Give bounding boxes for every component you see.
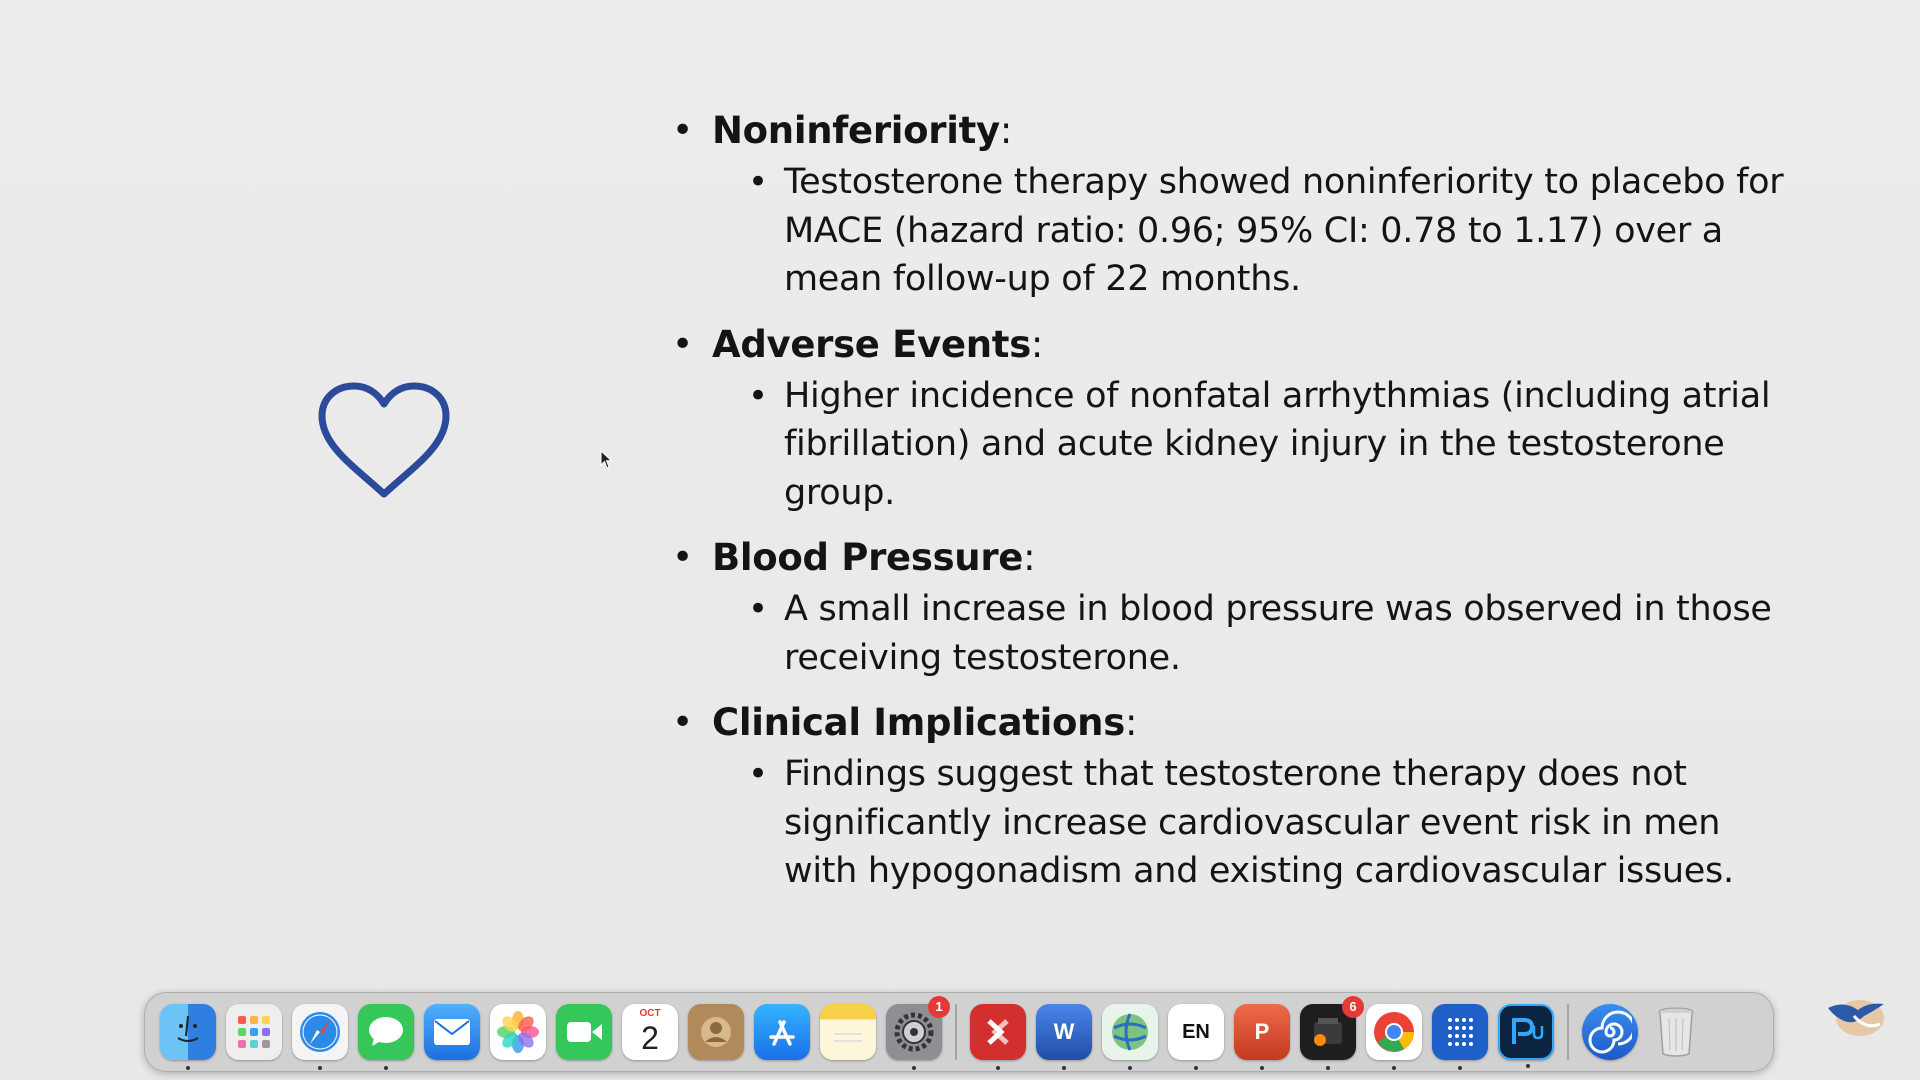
bullet-list	[672, 104, 1792, 896]
word-label: W	[1053, 1019, 1075, 1044]
slide-content	[672, 104, 1792, 910]
system-settings-icon[interactable]	[886, 999, 943, 1060]
dock-separator	[1567, 1004, 1569, 1060]
section-heading: • Noninferiority:	[712, 109, 1012, 152]
dotted-app-icon[interactable]	[1432, 1004, 1488, 1060]
keyboard-language-icon[interactable]	[1168, 1004, 1224, 1060]
app-badge: 6	[1342, 996, 1364, 1018]
bullet-section-noninferiority	[672, 104, 1792, 304]
heart-icon	[316, 382, 452, 502]
finder-icon[interactable]	[160, 1004, 216, 1060]
section-heading: • Adverse Events:	[712, 322, 1044, 366]
mouse-pointer-icon	[600, 450, 614, 470]
section-heading: • Blood Pressure:	[712, 536, 1036, 579]
globe-app-icon[interactable]	[1102, 1004, 1158, 1060]
sub-bullet: • Findings suggest that testosterone therapy does not significantly increase cardiovascular event risk in men with hypogonadism and existing cardiovascular issues.	[784, 750, 1792, 896]
calendar-month: OCT	[639, 1008, 661, 1019]
app-store-icon[interactable]	[754, 1004, 810, 1060]
mail-icon[interactable]	[424, 1004, 480, 1060]
dock	[144, 992, 1774, 1072]
settings-badge: 1	[928, 996, 950, 1018]
photos-icon[interactable]	[490, 1004, 546, 1060]
photoshop-icon[interactable]	[1498, 1004, 1554, 1060]
notes-icon[interactable]	[820, 1004, 876, 1060]
calendar-day: 2	[641, 1020, 659, 1056]
remote-desktop-icon[interactable]	[970, 1004, 1026, 1060]
spiral-app-icon[interactable]	[1582, 1004, 1638, 1060]
bullet-section-blood-pressure	[672, 531, 1792, 682]
calendar-icon[interactable]	[622, 1004, 678, 1060]
launchpad-icon[interactable]	[226, 1004, 282, 1060]
app-with-badge-icon[interactable]	[1300, 999, 1357, 1060]
safari-icon[interactable]	[292, 1004, 348, 1060]
messages-icon[interactable]	[358, 1004, 414, 1060]
word-icon[interactable]	[1036, 1004, 1092, 1060]
keyboard-language-label: EN	[1182, 1020, 1210, 1043]
powerpoint-label: P	[1254, 1019, 1270, 1044]
bullet-section-clinical-implications	[672, 696, 1792, 896]
trash-icon[interactable]	[1648, 1004, 1704, 1060]
sub-bullet: • Higher incidence of nonfatal arrhythmias (including atrial fibrillation) and acute kidney injury in the testosterone group.	[784, 372, 1792, 518]
bird-logo-icon	[1824, 990, 1890, 1042]
chrome-icon[interactable]	[1366, 1004, 1422, 1060]
bullet-section-adverse-events	[672, 318, 1792, 518]
dock-separator	[955, 1004, 957, 1060]
sub-bullet: • Testosterone therapy showed noninferiority to placebo for MACE (hazard ratio: 0.96; 95% CI: 0.78 to 1.17) over a mean follow-up of 22 months.	[784, 158, 1792, 304]
facetime-icon[interactable]	[556, 1004, 612, 1060]
powerpoint-icon[interactable]	[1234, 1004, 1290, 1060]
contacts-icon[interactable]	[688, 1004, 744, 1060]
sub-bullet: • A small increase in blood pressure was observed in those receiving testosterone.	[784, 585, 1792, 682]
section-heading: • Clinical Implications:	[712, 701, 1138, 744]
